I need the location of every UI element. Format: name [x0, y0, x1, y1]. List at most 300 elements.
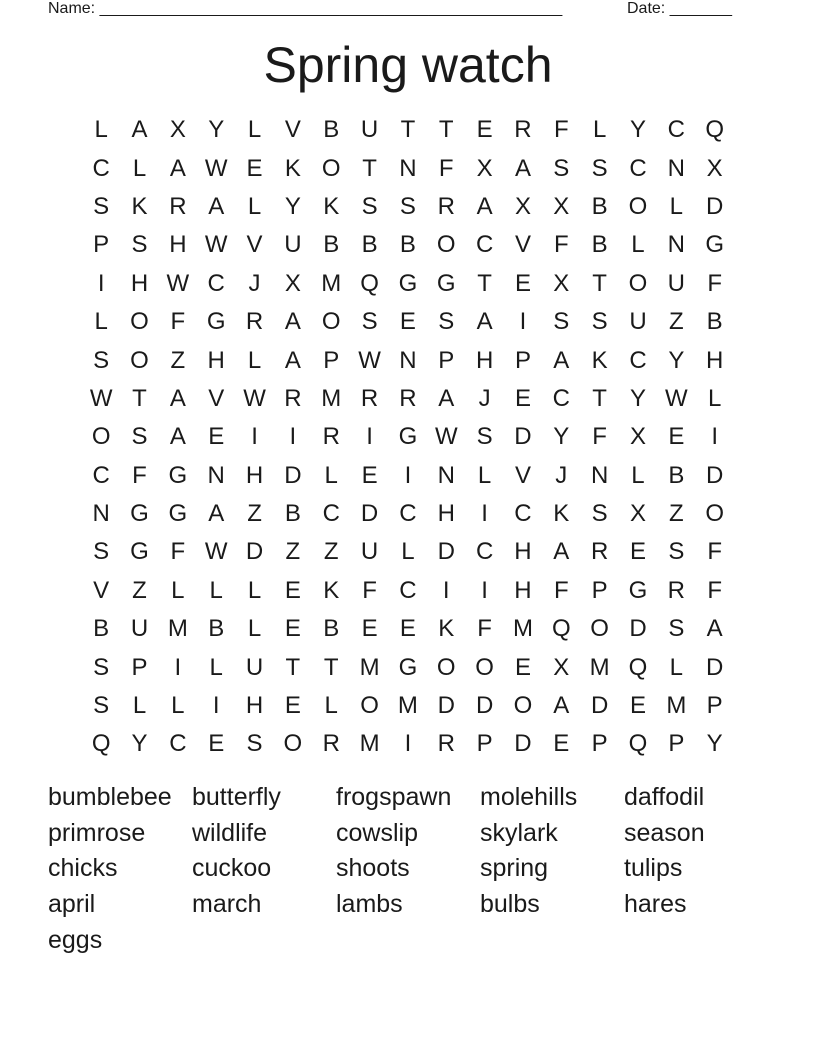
grid-letter[interactable]: N — [667, 154, 685, 182]
grid-letter[interactable]: F — [553, 576, 569, 604]
grid-letter[interactable]: R — [322, 423, 340, 451]
grid-letter[interactable]: A — [476, 308, 493, 336]
grid-letter[interactable]: P — [706, 692, 723, 720]
grid-row — [82, 149, 734, 187]
grid-letter[interactable]: A — [553, 538, 570, 566]
grid-letter[interactable]: E — [553, 730, 570, 758]
grid-letter[interactable]: I — [289, 423, 297, 451]
grid-letter[interactable]: E — [208, 730, 225, 758]
word-list-item: bumblebee — [48, 783, 172, 811]
grid-letter[interactable]: O — [513, 692, 533, 720]
grid-letter[interactable]: A — [131, 116, 148, 144]
grid-letter[interactable]: F — [438, 154, 454, 182]
grid-letter[interactable]: U — [629, 308, 647, 336]
grid-letter[interactable]: N — [437, 461, 455, 489]
grid-letter[interactable]: I — [711, 423, 718, 451]
grid-letter[interactable]: T — [477, 269, 492, 297]
grid-letter[interactable]: H — [514, 538, 532, 566]
grid-letter[interactable]: C — [552, 384, 570, 412]
grid-letter[interactable]: A — [553, 692, 570, 720]
grid-letter[interactable]: C — [322, 500, 340, 528]
grid-letter[interactable]: C — [399, 500, 417, 528]
grid-letter[interactable]: E — [629, 538, 646, 566]
grid-letter[interactable]: C — [667, 116, 685, 144]
grid-letter[interactable]: U — [360, 116, 379, 144]
grid-letter[interactable]: C — [514, 500, 532, 528]
grid-letter[interactable]: E — [284, 692, 301, 720]
grid-letter[interactable]: X — [553, 269, 570, 297]
grid-letter[interactable]: F — [707, 538, 722, 566]
grid-letter[interactable]: A — [169, 423, 186, 451]
grid-letter[interactable]: S — [131, 231, 148, 259]
grid-letter[interactable]: N — [667, 231, 685, 259]
grid-letter[interactable]: R — [399, 384, 417, 412]
grid-letter[interactable]: P — [591, 576, 608, 604]
grid-letter[interactable]: X — [169, 116, 186, 144]
grid-letter[interactable]: E — [514, 269, 531, 297]
grid-letter[interactable]: O — [321, 308, 341, 336]
grid-letter[interactable]: W — [204, 231, 228, 259]
grid-letter[interactable]: L — [132, 154, 147, 182]
grid-letter[interactable]: B — [323, 615, 340, 643]
grid-letter[interactable]: S — [93, 346, 110, 374]
grid-letter[interactable]: R — [169, 192, 187, 220]
grid-letter[interactable]: P — [591, 730, 608, 758]
grid-letter[interactable]: Z — [668, 500, 684, 528]
grid-letter[interactable]: S — [591, 500, 608, 528]
date-field-label[interactable]: Date: _______ — [627, 0, 732, 17]
grid-letter[interactable]: H — [437, 500, 455, 528]
grid-letter[interactable]: B — [361, 231, 378, 259]
grid-letter[interactable]: C — [399, 576, 417, 604]
grid-letter[interactable]: K — [553, 500, 570, 528]
grid-letter[interactable]: H — [207, 346, 225, 374]
grid-letter[interactable]: E — [514, 653, 531, 681]
grid-letter[interactable]: I — [481, 576, 488, 604]
grid-letter[interactable]: M — [512, 615, 533, 643]
grid-letter[interactable]: O — [130, 308, 149, 336]
grid-letter[interactable]: G — [436, 269, 456, 297]
grid-letter[interactable]: R — [322, 730, 340, 758]
grid-letter[interactable]: S — [668, 615, 685, 643]
grid-letter[interactable]: L — [94, 116, 108, 144]
grid-letter[interactable]: L — [209, 576, 223, 604]
grid-letter[interactable]: F — [132, 461, 147, 489]
grid-letter[interactable]: L — [94, 308, 108, 336]
grid-letter[interactable]: O — [436, 231, 456, 259]
grid-letter[interactable]: Y — [284, 192, 301, 220]
grid-letter[interactable]: S — [553, 308, 570, 336]
grid-letter[interactable]: E — [361, 615, 378, 643]
grid-letter[interactable]: G — [398, 653, 418, 681]
grid-letter[interactable]: P — [476, 730, 493, 758]
grid-letter[interactable]: N — [399, 154, 417, 182]
grid-letter[interactable]: D — [475, 692, 494, 720]
grid-letter[interactable]: D — [284, 461, 302, 489]
grid-letter[interactable]: X — [553, 653, 570, 681]
grid-letter[interactable]: L — [247, 576, 262, 604]
grid-letter[interactable]: M — [397, 692, 418, 720]
grid-letter[interactable]: R — [590, 538, 609, 566]
grid-letter[interactable]: W — [204, 538, 228, 566]
grid-letter[interactable]: G — [206, 308, 226, 336]
grid-letter[interactable]: K — [323, 576, 340, 604]
grid-letter[interactable]: F — [170, 308, 186, 336]
grid-letter[interactable]: D — [437, 692, 455, 720]
grid-letter[interactable]: M — [359, 653, 380, 681]
grid-letter[interactable]: P — [514, 346, 531, 374]
grid-letter[interactable]: B — [591, 231, 608, 259]
grid-letter[interactable]: L — [631, 231, 645, 259]
grid-letter[interactable]: J — [478, 384, 491, 412]
grid-letter[interactable]: L — [401, 538, 415, 566]
grid-letter[interactable]: C — [92, 461, 110, 489]
grid-letter[interactable]: S — [361, 308, 378, 336]
grid-letter[interactable]: G — [705, 231, 724, 259]
grid-letter[interactable]: Y — [668, 346, 685, 374]
grid-letter[interactable]: V — [284, 116, 301, 144]
grid-letter[interactable]: N — [207, 461, 225, 489]
grid-letter[interactable]: V — [208, 384, 225, 412]
grid-letter[interactable]: I — [519, 308, 527, 336]
grid-letter[interactable]: Z — [668, 308, 684, 336]
grid-letter[interactable]: O — [628, 269, 648, 297]
grid-letter[interactable]: E — [246, 154, 263, 182]
grid-letter[interactable]: T — [438, 116, 454, 144]
grid-letter[interactable]: Y — [629, 116, 646, 144]
grid-letter[interactable]: L — [669, 653, 683, 681]
grid-letter[interactable]: S — [399, 192, 416, 220]
grid-row — [82, 188, 734, 226]
grid-letter[interactable]: E — [284, 615, 301, 643]
grid-letter[interactable]: E — [629, 692, 646, 720]
grid-letter[interactable]: F — [592, 423, 607, 451]
grid-letter[interactable]: T — [592, 269, 607, 297]
grid-letter[interactable]: R — [514, 116, 532, 144]
grid-letter[interactable]: S — [131, 423, 148, 451]
grid-letter[interactable]: H — [514, 576, 532, 604]
grid-letter[interactable]: W — [665, 384, 688, 412]
grid-letter[interactable]: H — [169, 231, 187, 259]
grid-letter[interactable]: X — [284, 269, 301, 297]
grid-letter[interactable]: T — [400, 116, 416, 144]
grid-letter[interactable]: D — [706, 653, 724, 681]
grid-letter[interactable]: M — [321, 269, 342, 297]
grid-letter[interactable]: K — [131, 192, 148, 220]
grid-letter[interactable]: L — [631, 461, 645, 489]
grid-letter[interactable]: B — [284, 500, 301, 528]
grid-letter[interactable]: S — [93, 692, 110, 720]
grid-letter[interactable]: L — [707, 384, 722, 412]
grid-letter[interactable]: W — [434, 423, 458, 451]
grid-letter[interactable]: R — [284, 384, 302, 412]
grid-letter[interactable]: H — [475, 346, 494, 374]
grid-letter[interactable]: A — [169, 154, 186, 182]
grid-letter[interactable]: F — [362, 576, 377, 604]
grid-letter[interactable]: J — [555, 461, 568, 489]
grid-letter[interactable]: F — [477, 615, 492, 643]
grid-letter[interactable]: B — [399, 231, 416, 259]
grid-letter[interactable]: O — [91, 423, 111, 451]
grid-letter[interactable]: J — [248, 269, 261, 297]
grid-letter[interactable]: I — [481, 500, 488, 528]
grid-letter[interactable]: I — [97, 269, 105, 297]
grid-letter[interactable]: H — [245, 692, 264, 720]
grid-letter[interactable]: F — [553, 231, 569, 259]
grid-letter[interactable]: B — [323, 116, 340, 144]
grid-letter[interactable]: C — [169, 730, 187, 758]
grid-letter[interactable]: H — [706, 346, 724, 374]
grid-letter[interactable]: I — [212, 692, 220, 720]
grid-letter[interactable]: A — [169, 384, 186, 412]
grid-letter[interactable]: X — [629, 500, 646, 528]
grid-letter[interactable]: R — [245, 308, 264, 336]
grid-letter[interactable]: P — [323, 346, 340, 374]
grid-letter[interactable]: U — [284, 231, 302, 259]
grid-letter[interactable]: N — [590, 461, 609, 489]
grid-letter[interactable]: T — [285, 653, 301, 681]
grid-letter[interactable]: I — [404, 730, 412, 758]
grid-letter[interactable]: O — [590, 615, 609, 643]
grid-letter[interactable]: U — [130, 615, 149, 643]
grid-letter[interactable]: W — [358, 346, 381, 374]
grid-letter[interactable]: C — [475, 231, 494, 259]
grid-letter[interactable]: U — [667, 269, 685, 297]
grid-letter[interactable]: A — [438, 384, 455, 412]
grid-letter[interactable]: S — [93, 653, 110, 681]
grid-letter[interactable]: B — [668, 461, 685, 489]
grid-letter[interactable]: Z — [247, 500, 262, 528]
grid-letter[interactable]: I — [251, 423, 258, 451]
grid-letter[interactable]: Y — [706, 730, 723, 758]
grid-row — [82, 418, 734, 456]
grid-letter[interactable]: T — [323, 653, 339, 681]
grid-letter[interactable]: E — [284, 576, 301, 604]
grid-letter[interactable]: G — [168, 500, 188, 528]
grid-letter[interactable]: L — [171, 576, 185, 604]
grid-letter[interactable]: I — [366, 423, 373, 451]
grid-letter[interactable]: F — [707, 576, 722, 604]
grid-letter[interactable]: H — [130, 269, 149, 297]
grid-letter[interactable]: U — [360, 538, 379, 566]
grid-letter[interactable]: E — [399, 615, 416, 643]
grid-letter[interactable]: R — [437, 730, 455, 758]
grid-letter[interactable]: L — [592, 116, 607, 144]
grid-letter[interactable]: Y — [553, 423, 570, 451]
grid-letter[interactable]: M — [321, 384, 342, 412]
grid-letter[interactable]: M — [666, 692, 687, 720]
grid-letter[interactable]: M — [589, 653, 610, 681]
grid-letter[interactable]: G — [130, 500, 149, 528]
grid-letter[interactable]: C — [629, 154, 647, 182]
grid-letter[interactable]: K — [284, 154, 301, 182]
grid-letter[interactable]: D — [245, 538, 264, 566]
grid-letter[interactable]: Q — [628, 653, 648, 681]
grid-letter[interactable]: L — [247, 615, 262, 643]
grid-letter[interactable]: O — [436, 653, 456, 681]
grid-letter[interactable]: V — [514, 461, 531, 489]
grid-letter[interactable]: G — [398, 423, 418, 451]
grid-letter[interactable]: M — [167, 615, 188, 643]
grid-letter[interactable]: O — [283, 730, 303, 758]
grid-letter[interactable]: S — [476, 423, 493, 451]
grid-letter[interactable]: A — [553, 346, 570, 374]
grid-letter[interactable]: N — [399, 346, 417, 374]
grid-letter[interactable]: S — [361, 192, 378, 220]
grid-letter[interactable]: S — [591, 154, 608, 182]
grid-letter[interactable]: Z — [170, 346, 186, 374]
grid-letter[interactable]: K — [591, 346, 608, 374]
grid-letter[interactable]: D — [514, 423, 532, 451]
grid-letter[interactable]: F — [170, 538, 186, 566]
grid-letter[interactable]: L — [669, 192, 683, 220]
grid-letter[interactable]: S — [553, 154, 570, 182]
grid-letter[interactable]: R — [360, 384, 379, 412]
grid-letter[interactable]: Y — [208, 116, 225, 144]
grid-letter[interactable]: D — [629, 615, 647, 643]
word-list-item: shoots — [336, 854, 410, 883]
grid-letter[interactable]: C — [92, 154, 110, 182]
grid-letter[interactable]: Q — [551, 615, 571, 643]
grid-letter[interactable]: V — [514, 231, 531, 259]
grid-letter[interactable]: A — [208, 192, 225, 220]
grid-letter[interactable]: L — [209, 653, 223, 681]
grid-letter[interactable]: X — [553, 192, 570, 220]
grid-letter[interactable]: W — [89, 384, 113, 412]
grid-letter[interactable]: S — [246, 730, 263, 758]
grid-letter[interactable]: A — [284, 308, 301, 336]
grid-letter[interactable]: C — [629, 346, 647, 374]
grid-letter[interactable]: A — [208, 500, 225, 528]
grid-letter[interactable]: X — [706, 154, 723, 182]
grid-letter[interactable]: L — [324, 461, 338, 489]
grid-letter[interactable]: G — [628, 576, 648, 604]
grid-letter[interactable]: D — [706, 192, 724, 220]
grid-letter[interactable]: W — [243, 384, 266, 412]
grid-letter[interactable]: V — [246, 231, 263, 259]
grid-letter[interactable]: A — [514, 154, 531, 182]
grid-letter[interactable]: R — [437, 192, 455, 220]
grid-letter[interactable]: S — [93, 538, 110, 566]
grid-letter[interactable]: X — [476, 154, 493, 182]
grid-letter[interactable]: H — [245, 461, 264, 489]
grid-letter[interactable]: I — [174, 653, 182, 681]
grid-letter[interactable]: L — [171, 692, 185, 720]
grid-letter[interactable]: L — [324, 692, 338, 720]
grid-letter[interactable]: L — [477, 461, 492, 489]
grid-letter[interactable]: Z — [323, 538, 339, 566]
grid-letter[interactable]: T — [592, 384, 607, 412]
grid-letter[interactable]: K — [438, 615, 455, 643]
grid-letter[interactable]: N — [92, 500, 110, 528]
word-list-item: tulips — [624, 854, 683, 883]
grid-letter[interactable]: O — [130, 346, 149, 374]
word-list-item: wildlife — [192, 818, 268, 847]
grid-letter[interactable]: E — [399, 308, 416, 336]
grid-letter[interactable]: Q — [360, 269, 379, 297]
grid-letter[interactable]: G — [398, 269, 418, 297]
grid-letter[interactable]: B — [323, 231, 340, 259]
grid-letter[interactable]: L — [247, 116, 262, 144]
grid-letter[interactable]: L — [247, 192, 262, 220]
grid-letter[interactable]: B — [591, 192, 608, 220]
grid-letter[interactable]: P — [93, 231, 110, 259]
grid-letter[interactable]: S — [93, 192, 110, 220]
grid-letter[interactable]: L — [247, 346, 262, 374]
grid-letter[interactable]: D — [706, 461, 724, 489]
grid-letter[interactable]: Z — [132, 576, 147, 604]
grid-letter[interactable]: Q — [705, 116, 724, 144]
grid-letter[interactable]: R — [667, 576, 685, 604]
grid-letter[interactable]: P — [438, 346, 455, 374]
grid-letter[interactable]: U — [245, 653, 264, 681]
grid-letter[interactable]: S — [591, 308, 608, 336]
grid-letter[interactable]: A — [476, 192, 493, 220]
name-field-label[interactable]: Name: ____________________________________________________ — [48, 0, 563, 17]
grid-letter[interactable]: Q — [91, 730, 111, 758]
grid-letter[interactable]: E — [208, 423, 225, 451]
grid-letter[interactable]: A — [706, 615, 723, 643]
grid-letter[interactable]: E — [361, 461, 378, 489]
grid-letter[interactable]: X — [629, 423, 646, 451]
grid-letter[interactable]: I — [442, 576, 450, 604]
grid-letter[interactable]: O — [628, 192, 648, 220]
grid-letter[interactable]: P — [668, 730, 685, 758]
word-list-item: butterfly — [192, 783, 281, 811]
grid-letter[interactable]: C — [475, 538, 494, 566]
grid-letter[interactable]: W — [204, 154, 228, 182]
grid-letter[interactable]: E — [668, 423, 685, 451]
grid-letter[interactable]: O — [705, 500, 724, 528]
grid-letter[interactable]: P — [131, 653, 148, 681]
grid-letter[interactable]: M — [359, 730, 380, 758]
grid-letter[interactable]: D — [514, 730, 532, 758]
grid-letter[interactable]: W — [166, 269, 190, 297]
grid-letter[interactable]: V — [93, 576, 110, 604]
grid-letter[interactable]: T — [132, 384, 147, 412]
grid-letter[interactable]: S — [438, 308, 455, 336]
grid-letter[interactable]: B — [706, 308, 723, 336]
grid-letter[interactable]: G — [168, 461, 188, 489]
grid-letter[interactable]: B — [208, 615, 225, 643]
grid-letter[interactable]: A — [284, 346, 301, 374]
grid-letter[interactable]: E — [514, 384, 531, 412]
grid-letter[interactable]: E — [476, 116, 493, 144]
grid-letter[interactable]: X — [514, 192, 531, 220]
grid-letter[interactable]: Z — [285, 538, 301, 566]
grid-letter[interactable]: F — [553, 116, 569, 144]
grid-letter[interactable]: D — [360, 500, 379, 528]
grid-letter[interactable]: Q — [628, 730, 648, 758]
grid-letter[interactable]: D — [437, 538, 455, 566]
grid-letter[interactable]: B — [93, 615, 110, 643]
grid-letter[interactable]: S — [668, 538, 685, 566]
grid-letter[interactable]: I — [404, 461, 412, 489]
grid-letter[interactable]: L — [132, 692, 147, 720]
grid-letter[interactable]: Y — [629, 384, 646, 412]
grid-letter[interactable]: O — [321, 154, 341, 182]
grid-letter[interactable]: K — [323, 192, 340, 220]
grid-letter[interactable]: G — [130, 538, 149, 566]
grid-letter[interactable]: C — [207, 269, 225, 297]
word-list-item: daffodil — [624, 783, 705, 811]
grid-letter[interactable]: O — [360, 692, 379, 720]
grid-letter[interactable]: Y — [131, 730, 148, 758]
grid-letter[interactable]: T — [362, 154, 377, 182]
grid-letter[interactable]: D — [590, 692, 609, 720]
grid-letter[interactable]: O — [475, 653, 494, 681]
grid-letter[interactable]: F — [707, 269, 722, 297]
